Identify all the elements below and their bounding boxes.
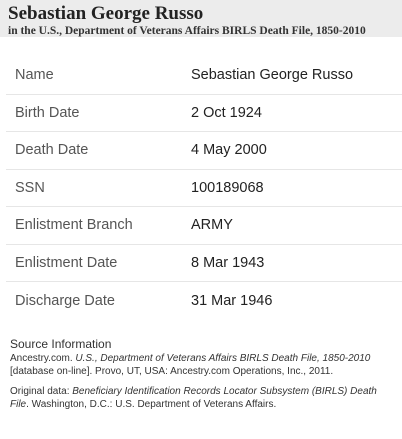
- detail-row-name: [6, 57, 402, 95]
- detail-label: Birth Date: [15, 104, 80, 121]
- detail-value: 2 Oct 1924: [191, 104, 262, 121]
- record-details-table: [6, 57, 402, 320]
- citation-prefix: Ancestry.com.: [10, 353, 76, 364]
- detail-label: Discharge Date: [15, 292, 115, 309]
- detail-value: 8 Mar 1943: [191, 254, 265, 271]
- detail-label: Name: [15, 67, 54, 84]
- record-header: [0, 0, 402, 37]
- detail-value: 100189068: [191, 179, 264, 196]
- source-heading: Source Information: [10, 337, 112, 351]
- detail-row-enlistment-date: [6, 245, 402, 283]
- original-data-citation: [10, 385, 396, 411]
- original-title: Beneficiary Identification Records Locator Subsystem (BIRLS) Death File: [10, 386, 377, 410]
- detail-row-birth-date: [6, 95, 402, 133]
- detail-value: 4 May 2000: [191, 142, 267, 159]
- detail-label: Death Date: [15, 142, 89, 159]
- original-suffix: . Washington, D.C.: U.S. Department of Veterans Affairs.: [26, 399, 277, 410]
- detail-row-death-date: [6, 132, 402, 170]
- citation-suffix: [database on-line]. Provo, UT, USA: Ancestry.com Operations, Inc., 2011.: [10, 366, 334, 377]
- source-citation: [10, 352, 396, 378]
- detail-label: Enlistment Branch: [15, 217, 133, 234]
- detail-value: ARMY: [191, 217, 233, 234]
- detail-label: Enlistment Date: [15, 254, 118, 271]
- detail-row-ssn: [6, 170, 402, 208]
- detail-value: 31 Mar 1946: [191, 292, 273, 309]
- citation-title: U.S., Department of Veterans Affairs BIRLS Death File, 1850-2010: [75, 353, 371, 364]
- collection-subtitle: in the U.S., Department of Veterans Affairs BIRLS Death File, 1850-2010: [8, 25, 366, 37]
- detail-row-discharge-date: [6, 282, 402, 320]
- detail-value: Sebastian George Russo: [191, 67, 354, 84]
- detail-row-enlistment-branch: [6, 207, 402, 245]
- source-information: [10, 337, 396, 411]
- original-prefix: Original data:: [10, 386, 73, 397]
- detail-label: SSN: [15, 179, 45, 196]
- record-title: Sebastian George Russo: [8, 3, 204, 24]
